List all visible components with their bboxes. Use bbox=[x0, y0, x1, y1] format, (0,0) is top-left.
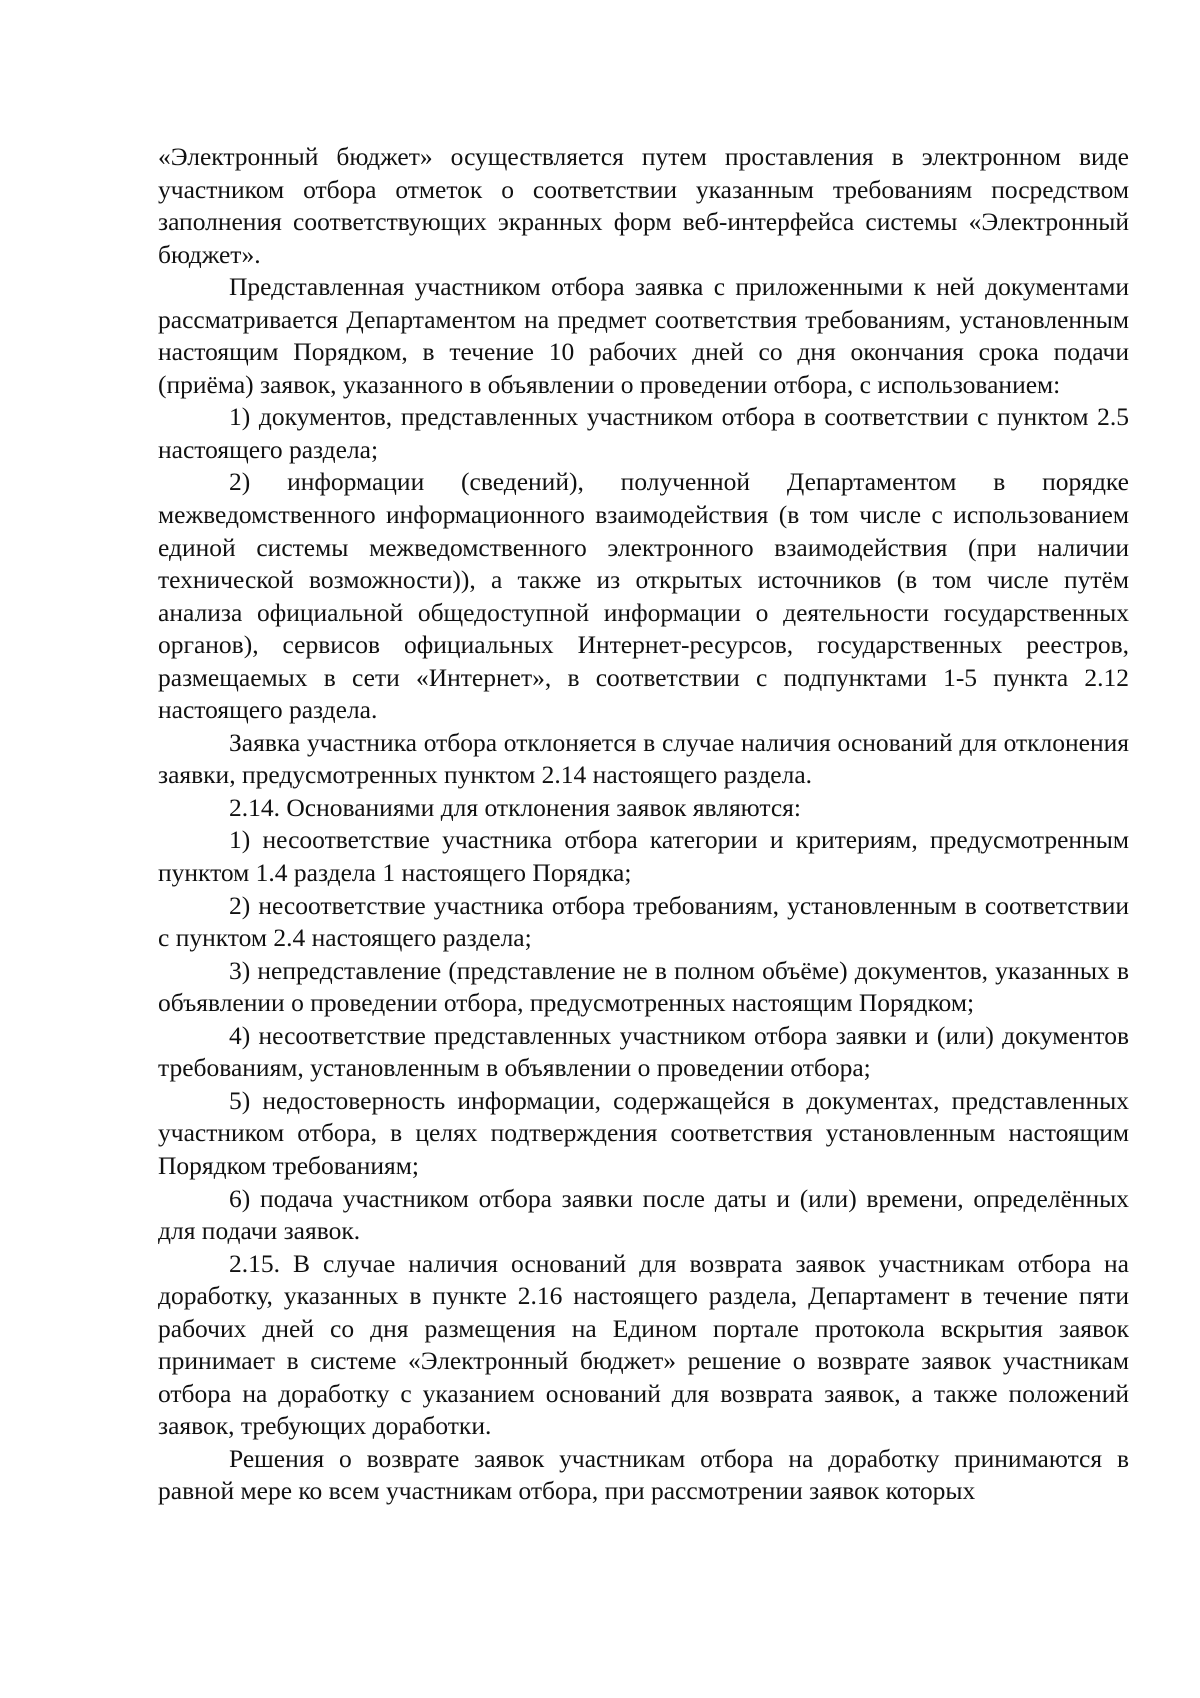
list-item: 4) несоответствие представленных участником отбора заявки и (или) документов требованиям, установленным в объявлении о проведении отбора; bbox=[158, 1020, 1129, 1083]
paragraph: 2.15. В случае наличия оснований для возврата заявок участникам отбора на доработку, указанных в пункте 2.16 настоящего раздела, Департамент в течение пяти рабочих дней со дня размещения на Едином портале протокола вскрытия заявок принимает в системе «Электронный бюджет» решение о возврате заявок участникам отбора на доработку с указанием оснований для возврата заявок, а также положений заявок, требующих доработки. bbox=[158, 1248, 1129, 1441]
paragraph: «Электронный бюджет» осуществляется путем проставления в электронном виде участником отбора отметок о соответствии указанным требованиям посредством заполнения соответствующих экранных форм веб-интерфейса системы «Электронный бюджет». bbox=[158, 142, 1129, 269]
list-item: 2) информации (сведений), полученной Департаментом в порядке межведомственного информационного взаимодействия (в том числе с использованием единой системы межведомственного электронного взаимодействия (при наличии технической возможности)), а также из открытых источников (в том числе путём анализа официальной общедоступной информации о деятельности государственных органов), сервисов официальных Интернет-ресурсов, государственных реестров, размещаемых в сети «Интернет», в соответствии с подпунктами 1-5 пункта 2.12 настоящего раздела. bbox=[158, 467, 1129, 725]
paragraph: Заявка участника отбора отклоняется в случае наличия оснований для отклонения заявки, предусмотренных пунктом 2.14 настоящего раздела. bbox=[158, 727, 1129, 790]
list-item: 6) подача участником отбора заявки после даты и (или) времени, определённых для подачи заявок. bbox=[158, 1183, 1129, 1246]
document-body bbox=[158, 141, 1129, 1508]
paragraph: Представленная участником отбора заявка с приложенными к ней документами рассматривается Департаментом на предмет соответствия требованиям, установленным настоящим Порядком, в течение 10 рабочих дней со дня окончания срока подачи (приёма) заявок, указанного в объявлении о проведении отбора, с использованием: bbox=[158, 272, 1129, 399]
paragraph: Решения о возврате заявок участникам отбора на доработку принимаются в равной мере ко всем участникам отбора, при рассмотрении заявок которых bbox=[158, 1443, 1129, 1506]
list-item: 5) недостоверность информации, содержащейся в документах, представленных участником отбора, в целях подтверждения соответствия установленным настоящим Порядком требованиям; bbox=[158, 1085, 1129, 1180]
list-item: 2) несоответствие участника отбора требованиям, установленным в соответствии с пунктом 2.4 настоящего раздела; bbox=[158, 890, 1129, 953]
section-heading: 2.14. Основаниями для отклонения заявок являются: bbox=[229, 792, 801, 822]
list-item: 1) документов, представленных участником отбора в соответствии с пунктом 2.5 настоящего раздела; bbox=[158, 402, 1129, 464]
list-item: 1) несоответствие участника отбора категории и критериям, предусмотренным пунктом 1.4 раздела 1 настоящего Порядка; bbox=[158, 825, 1129, 888]
list-item: 3) непредставление (представление не в полном объёме) документов, указанных в объявлении о проведении отбора, предусмотренных настоящим Порядком; bbox=[158, 955, 1129, 1018]
